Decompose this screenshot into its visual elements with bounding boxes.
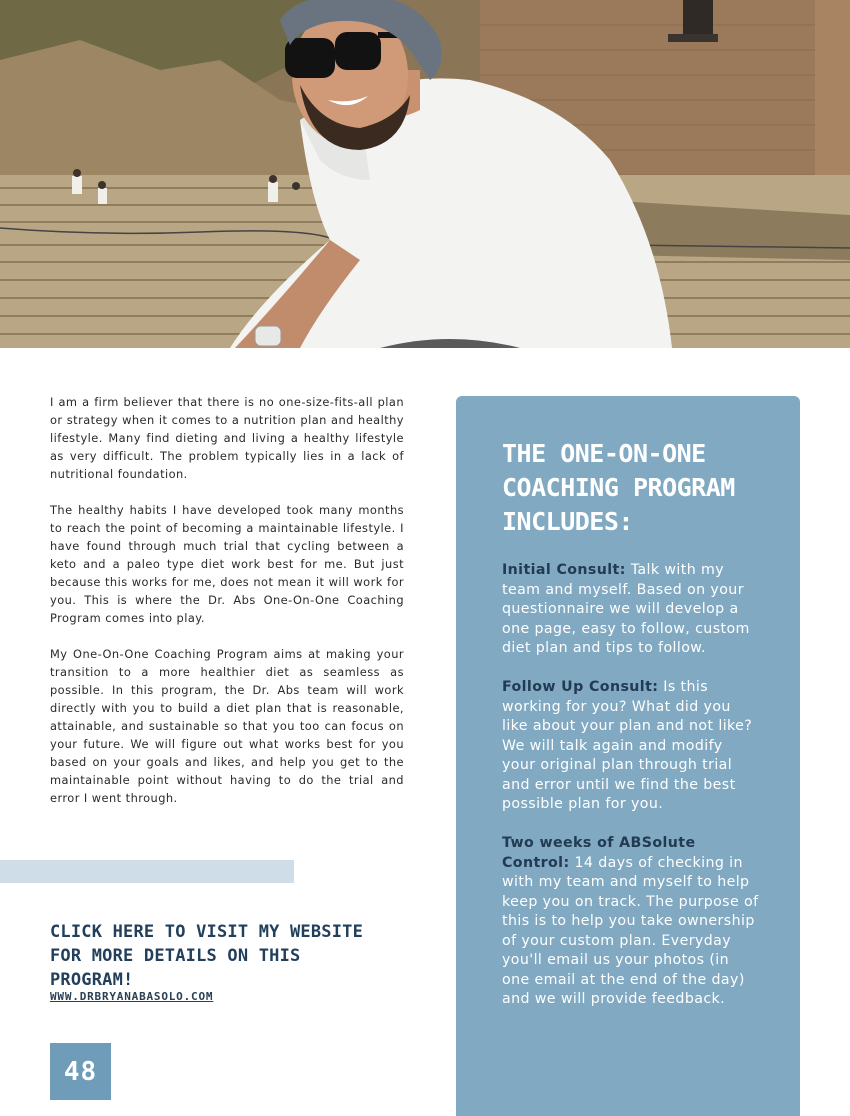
website-link[interactable]: WWW.DRBRYANABASOLO.COM: [50, 990, 214, 1003]
intro-paragraph: My One-On-One Coaching Program aims at making your transition to a more healthier diet as seamless as possible. In this program, the Dr. Abs team will work directly with you to build a diet plan that is reasonable, attainable, and sustainable so that you too can focus on your future. We will figure out what works best for you based on your goals and likes, and help you get to the maintainable point without having to do the trial and error I went through.: [50, 647, 404, 805]
hero-photo: [0, 0, 850, 348]
item-text: Is this working for you? What did you like about your plan and not like? We will talk again and modify your original plan through trial and error until we find the best possible plan for you.: [502, 679, 753, 812]
page-number: 48: [50, 1043, 111, 1100]
accent-bar: [0, 860, 294, 883]
list-item: [502, 561, 760, 659]
item-lead: Initial Consult:: [502, 562, 626, 578]
item-lead: Two weeks of ABSolute Control:: [502, 835, 696, 871]
item-text: Talk with my team and myself. Based on your questionnaire we will develop a one page, easy to follow, custom diet plan and tips to follow.: [502, 562, 750, 656]
panel-title: THE ONE-ON-ONE COACHING PROGRAM INCLUDES:: [502, 439, 735, 536]
intro-paragraph: I am a firm believer that there is no one-size-fits-all plan or strategy when it comes to a nutrition plan and healthy lifestyle. Many find dieting and living a healthy lifestyle as very difficult. The problem typically lies in a lack of nutritional foundation.: [50, 395, 404, 481]
cta-heading[interactable]: CLICK HERE TO VISIT MY WEBSITE FOR MORE DETAILS ON THIS PROGRAM!: [50, 922, 364, 990]
intro-paragraph: The healthy habits I have developed took many months to reach the point of becoming a maintainable lifestyle. I have found through much trial that cycling between a keto and a paleo type diet work best for me. But just because this works for me, does not mean it will work for you. This is where the Dr. Abs One-On-One Coaching Program comes into play.: [50, 503, 404, 625]
item-lead: Follow Up Consult:: [502, 679, 659, 695]
program-includes-list: [502, 561, 760, 1029]
intro-text: [50, 393, 404, 825]
hero-photo-illustration: [0, 0, 850, 348]
list-item: [502, 834, 760, 1010]
item-text: 14 days of checking in with my team and myself to help keep you on track. The purpose of this is to help you take ownership of your custom plan. Everyday you'll email us your photos (in one email at the end of the day) and we will provide feedback.: [502, 854, 759, 1007]
list-item: [502, 678, 760, 815]
